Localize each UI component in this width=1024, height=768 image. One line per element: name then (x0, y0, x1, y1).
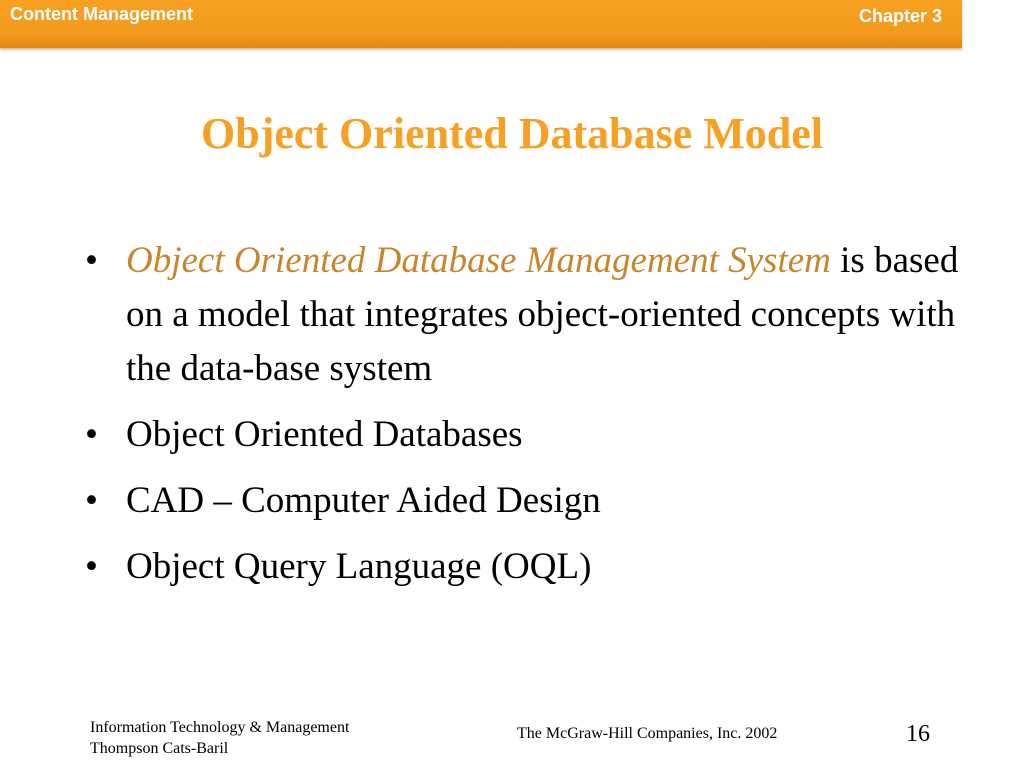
bullet-text: is based on a model that integrates object-oriented concepts with the data-base system (126, 240, 959, 389)
bullet-emphasis: Object Oriented Database Management System (126, 240, 831, 281)
bullet-icon: • (85, 546, 98, 587)
bullet-text: Object Oriented Databases (126, 414, 523, 455)
bullet-list (85, 234, 965, 606)
slide-title: Object Oriented Database Model (201, 109, 823, 158)
bullet-icon: • (85, 240, 98, 281)
bullet-item (85, 408, 965, 462)
bullet-icon: • (85, 414, 98, 455)
chapter-label: Chapter 3 (858, 6, 942, 26)
footer-book-info (90, 717, 349, 759)
footer-book-title: Information Technology & Management (90, 719, 350, 736)
footer-authors: Thompson Cats-Baril (90, 740, 229, 757)
bullet-item (85, 474, 965, 528)
footer-copyright: The McGraw-Hill Companies, Inc. 2002 (517, 725, 778, 742)
bullet-text: Object Query Language (OQL) (126, 546, 592, 587)
bullet-item (85, 234, 965, 396)
section-label: Content Management (10, 4, 194, 24)
bullet-text: CAD – Computer Aided Design (126, 480, 601, 521)
header-banner (0, 0, 962, 48)
bullet-item (85, 540, 965, 594)
page-number: 16 (906, 721, 930, 747)
bullet-icon: • (85, 480, 98, 521)
